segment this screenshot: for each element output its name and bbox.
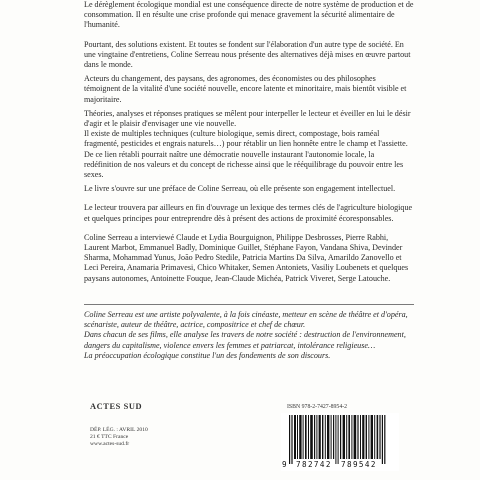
legal-deposit: DÉP. LÉG. : AVRIL 2010 (90, 427, 148, 433)
legal-info (90, 427, 148, 449)
paragraph-preface: Le livre s'ouvre sur une préface de Coline Serreau, où elle présente son engagement intellectuel. (84, 184, 396, 194)
author-bio (84, 310, 414, 361)
paragraph-democracy: De ce lien rétabli pourrait naître une démocratie nouvelle instaurant l'autonomie locale, la redéfinition de nos valeurs et du concept de richesse ainsi que le rééquilibrage du pouvoir entre les sexes. (84, 149, 404, 180)
bio-line-films: Dans chacun de ses films, elle analyse les travers de notre société : destruction de l'environnement, dangers du capitalisme, violence envers les femmes et patriarcat, intolérance religieuse… (84, 330, 406, 350)
barcode (281, 413, 399, 471)
blurb-text (84, 0, 414, 288)
divider-line (84, 304, 414, 305)
barcode-first-digit: 9 (282, 460, 287, 469)
paragraph-solutions: Pourtant, des solutions existent. Et toutes se fondent sur l'élaboration d'un autre type de société. En une vingtaine d'entretiens, Coline Serreau nous présente des alternatives déjà mises en œuvre partout dans le monde. (84, 39, 411, 70)
isbn-label: ISBN 978-2-7427-8954-2 (287, 404, 348, 410)
paragraph-lexicon: Le lecteur trouvera par ailleurs en fin d'ouvrage un lexique des termes clés de l'agriculture biologique et quelques principes pour entreprendre dès à présent des actions de proximité écoresponsables. (84, 203, 413, 223)
barcode-right-digits: 789542 (341, 460, 377, 469)
paragraph-intro: Le dérèglement écologique mondial est une conséquence directe de notre système de production et de consommation. Il en résulte une crise profonde qui menace gravement la sécurité alimentaire de l'humanité. (84, 0, 414, 30)
paragraph-interviewees: Coline Serreau a interviewé Claude et Lydia Bourguignon, Philippe Desbrosses, Pierre Rabhi, Laurent Marbot, Emmanuel Badly, Dominique Guillet, Stéphane Fayon, Vandana Shiva, Devinder Sharma, Mohammad Yunus, João Pedro Stedile, Patricia Martins Da Silva, Amarildo Zanovello et Leci Pereira, Anamaria Primavesi, Chico Whitaker, Semen Antoniets, Vasiliy Loubenets et quelques paysans autonomes, Antoinette Fouque, Jean-Claude Michéa, Patrick Viveret, Serge Latouche. (84, 232, 409, 283)
paragraph-actors: Acteurs du changement, des paysans, des agronomes, des économistes ou des philosophes témoignent de la vitalité d'une société nouvelle, encore latente et minoritaire, mais bientôt visible et majoritaire. (84, 74, 407, 104)
barcode-left-digits: 782742 (296, 460, 332, 469)
bio-line-ecology: La préoccupation écologique constitue l'un des fondements de son discours. (84, 350, 331, 360)
publisher-url: www.actes-sud.fr (90, 441, 130, 448)
paragraph-techniques: Il existe de multiples techniques (culture biologique, semis direct, compostage, bois raméal fragmenté, pesticides et engrais naturels…) pour rétablir un lien honnête entre le champ et l'assiette. (84, 129, 408, 149)
price: 21 € TTC France (90, 434, 129, 441)
bio-line-artist: Coline Serreau est une artiste polyvalente, à la fois cinéaste, metteur en scène de théâtre et d'opéra, scénariste, auteur de théâtre, actrice, compositrice et chef de chœur. (84, 310, 408, 330)
publisher-name: ACTES SUD (90, 402, 143, 411)
paragraph-theories: Théories, analyses et réponses pratiques se mêlent pour interpeller le lecteur et éveiller en lui le désir d'agir et le plaisir d'envisager une vie nouvelle. (84, 108, 411, 129)
